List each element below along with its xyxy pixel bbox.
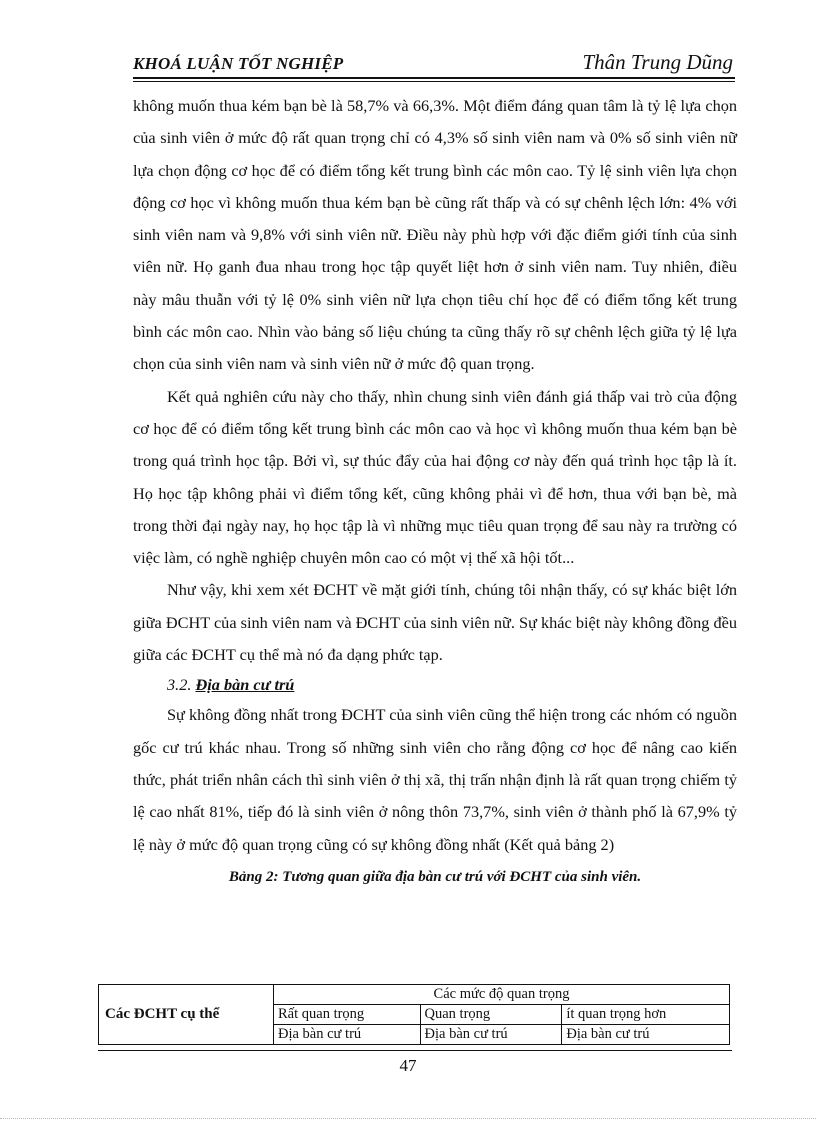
header-rule-thin xyxy=(133,81,735,82)
group-header-cell: Các mức độ quan trọng xyxy=(274,985,730,1005)
section-title: Địa bàn cư trú xyxy=(195,675,295,695)
page-header xyxy=(133,50,733,80)
table-row xyxy=(99,985,730,1005)
row-header-cell: Các ĐCHT cụ thể xyxy=(99,985,274,1045)
body-text xyxy=(133,90,737,890)
paragraph-1: không muốn thua kém bạn bè là 58,7% và 66,3%. Một điểm đáng quan tâm là tỷ lệ lựa chọn của sinh viên ở mức độ rất quan trọng chỉ có 4,3% số sinh viên nam và 0% số sinh viên nữ lựa chọn động cơ học để có điểm tổng kết trung bình các môn cao. Tỷ lệ sinh viên lựa chọn động cơ học vì không muốn thua kém bạn bè cũng rất thấp và có sự chênh lệch lớn: 4% với sinh viên nam và 9,8% với sinh viên nữ. Điều này phù hợp với đặc điểm giới tính của sinh viên nữ. Họ ganh đua nhau trong học tập quyết liệt hơn ở sinh viên nam. Tuy nhiên, điều này mâu thuẫn với tỷ lệ 0% sinh viên nữ lựa chọn tiêu chí học để có điểm tổng kết trung bình các môn cao. Nhìn vào bảng số liệu chúng ta cũng thấy rõ sự chênh lệch giữa tỷ lệ lựa chọn của sinh viên nam và sinh viên nữ ở mức độ quan trọng. xyxy=(133,96,737,374)
footer-rule xyxy=(98,1050,732,1051)
level-header-cell: Rất quan trọng xyxy=(274,1005,421,1025)
page-edge-divider xyxy=(0,1118,816,1119)
sub-header-cell: Địa bàn cư trú xyxy=(562,1025,730,1045)
section-heading xyxy=(167,671,737,699)
header-author: Thân Trung Dũng xyxy=(582,50,733,74)
header-rule xyxy=(133,77,735,79)
sub-header-cell: Địa bàn cư trú xyxy=(274,1025,421,1045)
paragraph-3: Như vậy, khi xem xét ĐCHT về mặt giới tính, chúng tôi nhận thấy, có sự khác biệt lớn giữa ĐCHT của sinh viên nam và ĐCHT của sinh viên nữ. Sự khác biệt này không đồng đều giữa các ĐCHT cụ thể mà nó đa dạng phức tạp. xyxy=(133,580,737,665)
page-number: 47 xyxy=(399,1056,417,1075)
level-header-cell: Quan trọng xyxy=(420,1005,562,1025)
paragraph-2: Kết quả nghiên cứu này cho thấy, nhìn chung sinh viên đánh giá thấp vai trò của động cơ học để có điểm tổng kết trung bình các môn cao và học vì không muốn thua kém bạn bè trong quá trình học tập. Bởi vì, sự thúc đẩy của hai động cơ này đến quá trình học tập là ít. Họ học tập không phải vì điểm tổng kết, cũng không phải vì để hơn, thua với bạn bè, mà trong thời đại ngày nay, họ học tập là vì những mục tiêu quan trọng để sau này ra trường có việc làm, có nghề nghiệp chuyên môn cao có một vị thế xã hội tốt... xyxy=(133,386,737,568)
correlation-table xyxy=(98,984,730,1045)
section-number: 3.2. xyxy=(167,675,192,695)
sub-header-cell: Địa bàn cư trú xyxy=(420,1025,562,1045)
level-header-cell: ít quan trọng hơn xyxy=(562,1005,730,1025)
paragraph-4: Sự không đồng nhất trong ĐCHT của sinh viên cũng thể hiện trong các nhóm có nguồn gốc cư trú khác nhau. Trong số những sinh viên cho rằng động cơ học để nâng cao kiến thức, phát triển nhân cách thì sinh viên ở thị xã, thị trấn nhận định là rất quan trọng chiếm tỷ lệ cao nhất 81%, tiếp đó là sinh viên ở nông thôn 73,7%, sinh viên ở thành phố là 67,9% tỷ lệ này ở mức độ quan trọng cũng có sự không đồng nhất (Kết quả bảng 2) xyxy=(133,705,737,854)
header-title: KHOÁ LUẬN TỐT NGHIỆP xyxy=(133,54,344,73)
table-caption: Bảng 2: Tương quan giữa địa bàn cư trú với ĐCHT của sinh viên. xyxy=(228,868,642,885)
